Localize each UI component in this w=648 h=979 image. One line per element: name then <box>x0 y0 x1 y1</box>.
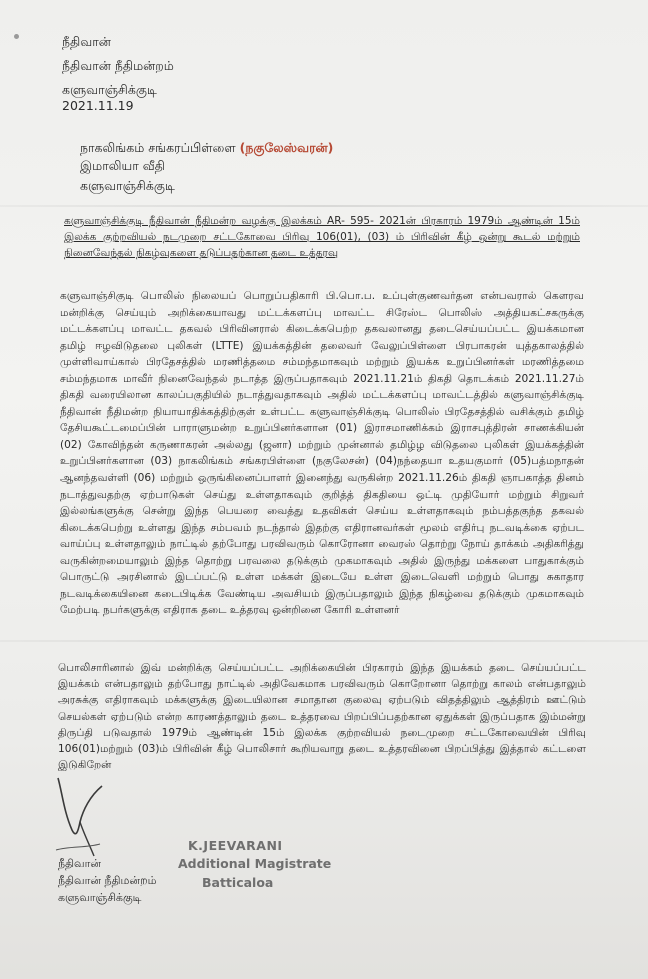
letter-date: 2021.11.19 <box>62 98 134 113</box>
body-paragraph-1: களுவாஞ்சிகுடி பொலிஸ் நிலையப் பொறுப்பதிகாரி பி.பொ.ப. உப்புள்குணவர்தன என்பவரால் கௌரவ மன்றிக்கு செய்யும் அறிக்கையாவது மட்டக்களப்பு மாவட்ட சிரேஸ்ட பொலிஸ் அத்தியகட்சகருக்கு மட்டக்களப்பு மாவட்ட தகவல் பிரிவினரால் கிடைக்கபெற்ற தகவலானது தடைசெய்யப்பட்ட இயக்கமான தமிழ் ஈழவிடுதலை புலிகள் (LTTE) இயக்கத்தின் தலைவர் வேலுப்பிள்ளை பிரபாகரன் யுத்தகாலத்தில் முள்ளிவாய்கால் பிரதேசத்தில் மரணித்தமை சம்மந்தமாகவும் மற்றும் இயக்க உறுப்பினர்கள் மரணித்தமை சம்மந்தமாக மாவீர் நினைவேந்தல் நடாத்த இருப்பதாகவும் 2021.11.21ம் திகதி தொடக்கம் 2021.11.27ம் திகதி வரையிலான காலப்பகுதியில் நடாத்துவதாகவும் அதில் மட்டக்களப்பு மாவட்டத்தில் களுவாஞ்சிக்குடி நீதிவான் நீதிமன்ற நியாயாதிக்கத்திற்குள் உள்பட்ட களுவாஞ்சிக்குடி பொலிஸ் பிரதேசத்தில் வசிக்கும் தமிழ் தேசியகூட்டமைப்பின் பாராளுமன்ற உறுப்பினர்களான (01) இராசமாணிக்கம் இராசபுத்திரன் சாணக்கியன் (02) கோவிந்தன் கருணாகரன் அல்லது (ஜனா) மற்றும் முன்னால் தமிழ்ழ விடுதலை புலிகள் இயக்கத்தின் உறுப்பினர்களான (03) நாகலிங்கம் சங்கரபிள்ளை (நகுலேசன்) (04)நந்தையா உதயகுமார் (05)பத்மநாதன் ஆனந்தவள்ளி (06) மற்றும் ஒருங்கினைப்பாளர் இனைந்து வருகின்ற 2021.11.26ம் திகதி ஞாபகாத்த தினம் நடாத்துவதற்கு ஏற்பாடுகள் செய்து உள்ளதாகவும் குறித்த் திகதியை ஒட்டி முதியோர் மற்றும் சிறுவர் இல்லங்களுக்கு சென்று இந்த பெயரை வைத்து உதவிகள் செய்ய உள்ளதாகவும் நம்பத்தகுந்த தகவல் கிடைக்கபெற்று உள்ளது இந்த சம்பவம் நடந்தால் இதற்கு எதிரானவர்கள் மூலம் எதிர்பு நடவடிக்கை ஏற்பட வாய்ப்பு உள்ளதாலும் நாட்டில் தற்போது பரவிவரும் கொரோனா வைரஸ் தொற்று நோய் தாக்கம் அதிகரித்து வருகின்றமையாலும் இந்த தொற்று பரவலை தடுக்கும் முகமாகவும் அதில் இருந்து மக்களை பாதுகாக்கும் பொருட்டு அரசினால் இடப்பட்டு உள்ள மக்கள் இடையே உள்ள இடைவெளி மற்றும் பொது சுகாதார நடவடிக்கையினை கடைபிடிக்க வேண்டிய அவசியம் இருப்பதாலும் இந்த நிகழ்வை தடுக்கும் முகமாகவும் மேற்படி நபர்களுக்கு எதிராக தடை உத்தரவு ஒன்றினை கோரி உள்ளனர் <box>60 290 584 617</box>
sender-town: களுவாஞ்சிக்குடி <box>62 82 157 97</box>
paper-fold <box>0 640 648 642</box>
sender-title: நீதிவான் <box>62 34 111 49</box>
recipient-alias: (நகுலேஸ்வரன்) <box>239 140 334 155</box>
recipient-name-line <box>80 140 333 157</box>
signoff-block <box>58 855 156 906</box>
signoff-town: களுவாஞ்சிக்குடி <box>58 891 142 904</box>
sender-court: நீதிவான் நீதிமன்றம் <box>62 58 174 73</box>
signoff-title: நீதிவான் <box>58 857 102 870</box>
recipient-name: நாகலிங்கம் சங்கரப்பிள்ளை <box>80 140 240 155</box>
recipient-street: இமாலியா வீதி <box>80 158 165 173</box>
signoff-court: நீதிவான் நீதிமன்றம் <box>58 874 157 887</box>
subject-line: களுவாஞ்சிக்குடி நீதிவான் நீதிமன்ற வழக்கு இலக்கம் AR- 595- 2021ன் பிரகாரம் 1979ம் ஆண்டின் 15ம் இலக்க குற்றவியல் நடமுறை சட்டகோவை பிரிவு 106(01), (03) ம் பிரிவின் கீழ் ஒன்று கூடல் மற்றும் நினைவேந்தல் நிகழ்வுகளை தடுப்பதற்கான தடை உத்தரவு <box>64 215 580 259</box>
punch-mark <box>14 34 19 39</box>
body-paragraph-2: பொலிசாரினால் இவ் மன்றிக்கு செய்யப்பட்ட அறிக்கையின் பிரகாரம் இந்த இயக்கம் தடை செய்யப்பட்ட இயக்கம் என்பதாலும் தற்போது நாட்டில் அதிவேகமாக பரவிவரும் கொறோனா தொற்று காலம் என்பதாலும் அரசுக்கு எதிராகவும் மக்களுக்கு இடையிலான சமாதான குலைவு ஏற்படும் விதத்திலும் ஆத்திரம் ஊட்டும் செயல்கள் ஏற்படும் என்ற காரணத்தாலும் தடை உத்தரவை பிறப்பிப்பதற்கான ஏதுக்கள் இருப்பதாக இம்மன்று திருப்தி படுவதால் 1979ம் ஆண்டின் 15ம் இலக்க குற்றவியல் நடைமுறை சட்டகோவையின் பிரிவு 106(01)மற்றும் (03)ம் பிரிவின் கீழ் பொலிசார் கூறியவாறு தடை உத்தரவினை பிறப்பித்து இத்தால் கட்டளை இடுகிறேன் <box>58 662 586 772</box>
recipient-town: களுவாஞ்சிக்குடி <box>80 178 175 193</box>
stamp-name: K.JEEVARANI <box>188 838 283 853</box>
stamp-title: Additional Magistrate <box>178 856 332 871</box>
paper-fold <box>0 205 648 207</box>
handwritten-signature <box>50 772 110 862</box>
stamp-place: Batticaloa <box>202 875 274 890</box>
